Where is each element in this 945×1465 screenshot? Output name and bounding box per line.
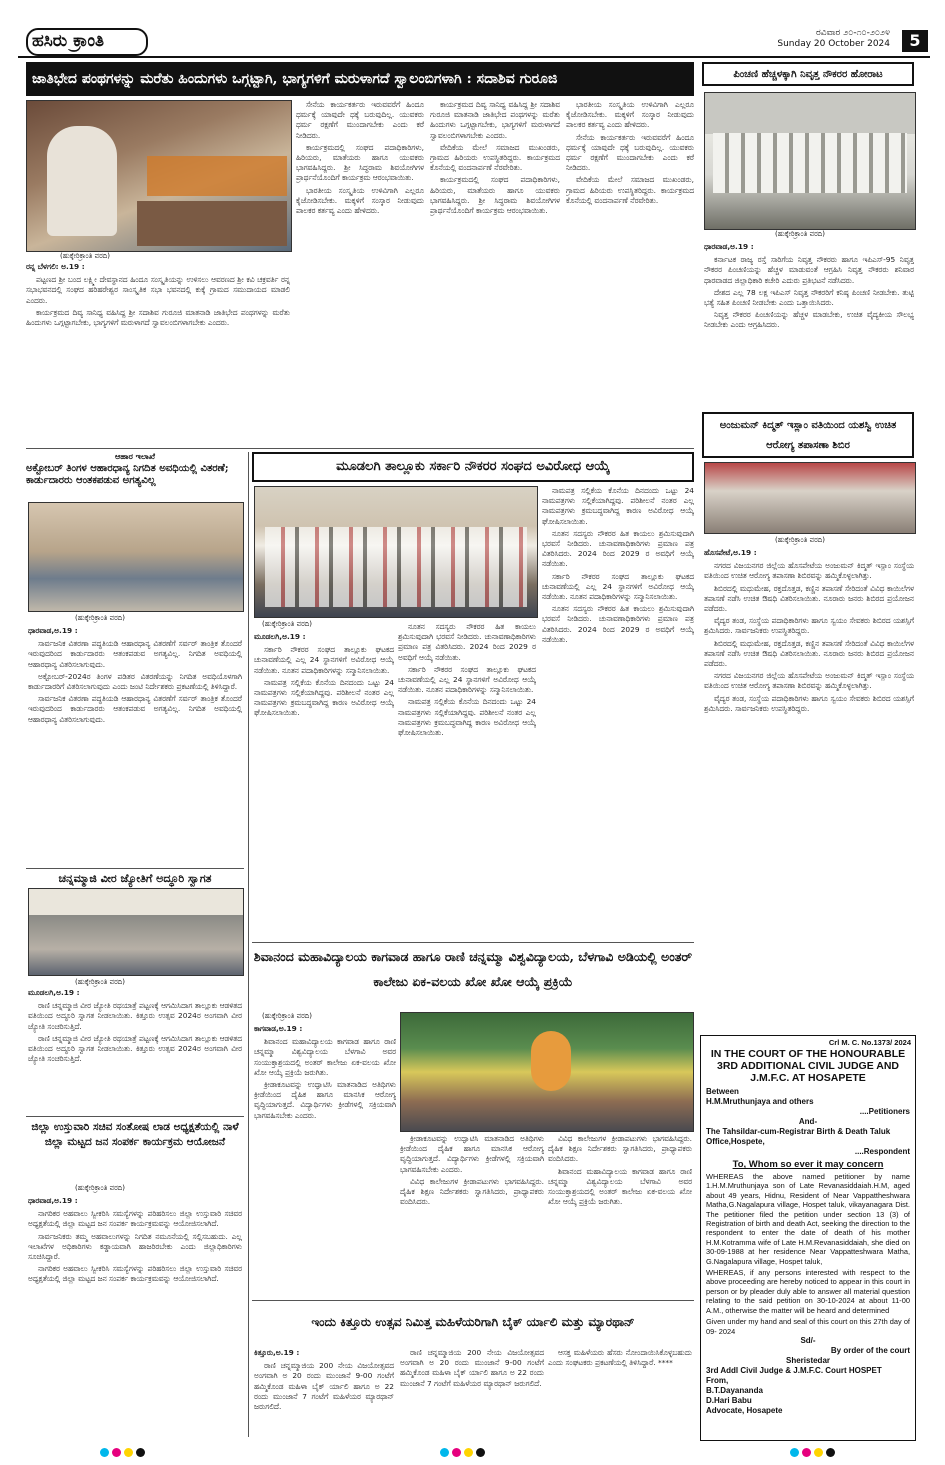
reg-dot <box>112 1448 121 1457</box>
kittur-para: ರಾಣಿ ಚನ್ನಮ್ಮಾಜಿಯ 200 ನೇಯ ವಿಜಯೋತ್ಸವದ ಅಂಗವಾಗಿ ಅ 20 ರಂದು ಮುಂಜಾನೆ 9-00 ಗಂಟೆಗೆ ಹಮ್ಮಿಕೊಂಡ ಮಹಿಳಾ ಬೈಕ್ ರ್ಯಾಲಿ ಹಾಗೂ ಅ 22 ರಂದು ಮುಂಜಾನೆ 7 ಗಂಟೆಗೆ ಮಹಿಳೆಯರ ಮ್ಯಾರಥಾನ್ ಜರುಗಲಿದೆ. <box>400 1348 544 1388</box>
sheristedar: Sheristedar <box>785 1355 831 1365</box>
ration-para: ಅಕ್ಟೋಬರ್-2024ರ ತಿಂಗಳ ಪಡಿತರ ವಿತರಣೆಯನ್ನು ನಿಗದಿತ ಅವಧಿಯೊಳಗಾಗಿ ಕಾರ್ಡುದಾರರಿಗೆ ವಿತರಿಸಲಾಗುವುದು ಎಂದು ಜಂಟಿ ನಿರ್ದೇಶಕರು ಪ್ರಕಟಣೆಯಲ್ಲಿ ತಿಳಿಸಿದ್ದಾರೆ. <box>28 671 242 692</box>
employees-para: ನೂತನ ಸದಸ್ಯರು ನೌಕರರ ಹಿತ ಕಾಯಲು ಶ್ರಮಿಸುವುದಾಗಿ ಭರವಸೆ ನೀಡಿದರು. ಚುನಾವಣಾಧಿಕಾರಿಗಳು ಪ್ರಮಾಣ ಪತ್ರ ವಿತರಿಸಿದರು. 2024 ರಿಂದ 2029 ರ ಅವಧಿಗೆ ಆಯ್ಕೆ ನಡೆಯಿತು. <box>542 528 694 569</box>
reg-dot <box>440 1448 449 1457</box>
employees-photo <box>254 486 538 618</box>
employees-col-3 <box>542 486 694 940</box>
pension-para: ಕರ್ನಾಟಕ ರಾಜ್ಯ ರಸ್ತೆ ಸಾರಿಗೆಯ ನಿವೃತ್ತ ನೌಕರರು ಹಾಗೂ ಇಪಿಎಸ್-95 ನಿವೃತ್ತ ನೌಕರರ ಪಿಂಚಣಿಯನ್ನು ಹೆಚ್ಚಳ ಮಾಡುವಂತೆ ಆಗ್ರಹಿಸಿ ನಿವೃತ್ತ ನೌಕರರು ಶನಿವಾರ ಧಾರವಾಡದ ಜಿಲ್ಲಾಧಿಕಾರಿ ಕಚೇರಿ ಎದುರು ಪ್ರತಿಭಟನೆ ನಡೆಸಿದರು. <box>704 255 914 285</box>
chennamma-headline: ಚನ್ನಮ್ಮಾಜಿ ವೀರ ಜ್ಯೋತಿಗೆ ಅದ್ಧೂರಿ ಸ್ವಾಗತ <box>58 872 212 885</box>
pension-dateline: ಧಾರವಾಡ,ಅ.19 : <box>704 242 754 251</box>
date-kannada: ರವಿವಾರ ೨೦-೧೦-೨೦೨೪ <box>816 28 890 38</box>
section-divider <box>252 942 694 943</box>
reg-dot <box>452 1448 461 1457</box>
section-divider <box>26 1116 244 1117</box>
kho-photo <box>400 1012 694 1132</box>
employees-para: ನಾಮಪತ್ರ ಸಲ್ಲಿಕೆಯ ಕೊನೆಯ ದಿನದಂದು ಒಟ್ಟು 24 ನಾಮಪತ್ರಗಳು ಸಲ್ಲಿಕೆಯಾಗಿದ್ದವು. ಪರಿಶೀಲನೆ ನಂತರ ಎಲ್ಲ ನಾಮಪತ್ರಗಳು ಕ್ರಮಬದ್ಧವಾಗಿದ್ದ ಕಾರಣ ಅವಿರೋಧ ಆಯ್ಕೆ ಘೋಷಿಸಲಾಯಿತು. <box>398 697 536 738</box>
advocate-place: Advocate, Hosapete <box>706 1405 783 1415</box>
lead-headline: ಜಾತಿಭೇದ ಪಂಥಗಳನ್ನು ಮರೆತು ಹಿಂದುಗಳು ಒಗ್ಗಟ್ಟಾಗಿ, ಭಾಗ್ಯಗಳಿಗೆ ಮರುಳಾಗದೆ ಸ್ವಾಲಂಬಿಗಳಾಗಿ : ಸದಾಶಿವ ಗುರೂಜಿ <box>26 62 694 96</box>
kittur-headline: ಇಂದು ಕಿತ್ತೂರು ಉತ್ಸವ ನಿಮಿತ್ತ ಮಹಿಳೆಯರಿಗಾಗಿ ಬೈಕ್ ರ್ಯಾಲಿ ಮತ್ತು ಮ್ಯಾರಥಾನ್ <box>311 1315 635 1329</box>
camp-para: ನಗರದ ವಿಜಯನಗರ ಜಿಲ್ಲೆಯ ಹೊಸಪೇಟೆಯ ಅಂಜುಮನ್ ಕಿದ್ಮತ್ ಇಸ್ಲಾಂ ಸಂಸ್ಥೆಯ ವತಿಯಿಂದ ಉಚಿತ ಆರೋಗ್ಯ ತಪಾಸಣಾ ಶಿಬಿರವನ್ನು ಹಮ್ಮಿಕೊಳ್ಳಲಾಗಿತ್ತು. <box>704 671 914 691</box>
lead-col-2 <box>296 100 424 440</box>
paper-name: ಹಸಿರು ಕ್ರಾಂತಿ <box>32 31 105 51</box>
chennamma-para: ರಾಣಿ ಚನ್ನಮ್ಮಾಜಿ ವೀರ ಜ್ಯೋತಿ ರಥಯಾತ್ರೆ ಪಟ್ಟಣಕ್ಕೆ ಆಗಮಿಸಿದಾಗ ತಾಲ್ಲೂಕು ಆಡಳಿತದ ವತಿಯಿಂದ ಅದ್ಧೂರಿ ಸ್ವಾಗತ ನೀಡಲಾಯಿತು. ಕಿತ್ತೂರು ಉತ್ಸವ 2024ರ ಅಂಗವಾಗಿ ವೀರ ಜ್ಯೋತಿ ಸಂಚರಿಸುತ್ತಿದೆ. <box>28 1001 242 1031</box>
employees-para: ನಾಮಪತ್ರ ಸಲ್ಲಿಕೆಯ ಕೊನೆಯ ದಿನದಂದು ಒಟ್ಟು 24 ನಾಮಪತ್ರಗಳು ಸಲ್ಲಿಕೆಯಾಗಿದ್ದವು. ಪರಿಶೀಲನೆ ನಂತರ ಎಲ್ಲ ನಾಮಪತ್ರಗಳು ಕ್ರಮಬದ್ಧವಾಗಿದ್ದ ಕಾರಣ ಅವಿರೋಧ ಆಯ್ಕೆ ಘೋಷಿಸಲಾಯಿತು. <box>542 486 694 526</box>
to-whom-heading: To, Whom so ever it may concern <box>732 1159 884 1170</box>
camp-para: ವೈದ್ಯರ ತಂಡ, ಸಂಸ್ಥೆಯ ಪದಾಧಿಕಾರಿಗಳು ಹಾಗೂ ಸ್ವಯಂ ಸೇವಕರು ಶಿಬಿರದ ಯಶಸ್ಸಿಗೆ ಶ್ರಮಿಸಿದರು. ಸಾರ್ವಜನಿಕರು ಉಪಸ್ಥಿತರಿದ್ದರು. <box>704 693 914 713</box>
chennamma-para: ರಾಣಿ ಚನ್ನಮ್ಮಾಜಿ ವೀರ ಜ್ಯೋತಿ ರಥಯಾತ್ರೆ ಪಟ್ಟಣಕ್ಕೆ ಆಗಮಿಸಿದಾಗ ತಾಲ್ಲೂಕು ಆಡಳಿತದ ವತಿಯಿಂದ ಅದ್ಧೂರಿ ಸ್ವಾಗತ ನೀಡಲಾಯಿತು. ಕಿತ್ತೂರು ಉತ್ಸವ 2024ರ ಅಂಗವಾಗಿ ವೀರ ಜ್ಯೋತಿ ಸಂಚರಿಸುತ್ತಿದೆ. <box>28 1033 242 1064</box>
section-divider <box>26 448 694 449</box>
ration-body <box>28 626 242 866</box>
lead-para: ಸೇನೆಯ ಕಾರ್ಯಕರ್ತರು ಇರುವವರೆಗೆ ಹಿಂದೂ ಧರ್ಮಕ್ಕೆ ಯಾವುದೇ ಧಕ್ಕೆ ಬರುವುದಿಲ್ಲ. ಯುವಕರು ಧರ್ಮ ರಕ್ಷಣೆಗೆ ಮುಂದಾಗಬೇಕು ಎಂದು ಕರೆ ನೀಡಿದರು. <box>296 100 424 140</box>
lead-col-3 <box>430 100 560 440</box>
lead-para: ಕಾರ್ಯಕ್ರಮದಲ್ಲಿ ಸಂಘದ ಪದಾಧಿಕಾರಿಗಳು, ಹಿರಿಯರು, ಮಾತೆಯರು ಹಾಗೂ ಯುವಕರು ಭಾಗವಹಿಸಿದ್ದರು. ಶ್ರೀ ಸಿದ್ಧರಾಮ ಶಿವಯೋಗಿಗಳ ಪ್ರಾರ್ಥನೆಯೊಂದಿಗೆ ಕಾರ್ಯಕ್ರಮ ಆರಂಭವಾಯಿತು. <box>296 142 424 183</box>
lead-photo <box>26 100 292 252</box>
camp-para: ವೈದ್ಯರ ತಂಡ, ಸಂಸ್ಥೆಯ ಪದಾಧಿಕಾರಿಗಳು ಹಾಗೂ ಸ್ವಯಂ ಸೇವಕರು ಶಿಬಿರದ ಯಶಸ್ಸಿಗೆ ಶ್ರಮಿಸಿದರು. ಸಾರ್ವಜನಿಕರು ಉಪಸ್ಥಿತರಿದ್ದರು. <box>704 616 914 636</box>
kittur-dateline: ಕಿತ್ತೂರು,ಅ.19 : <box>254 1348 300 1357</box>
page-number: 5 <box>902 30 928 52</box>
employees-para: ನೂತನ ಸದಸ್ಯರು ನೌಕರರ ಹಿತ ಕಾಯಲು ಶ್ರಮಿಸುವುದಾಗಿ ಭರವಸೆ ನೀಡಿದರು. ಚುನಾವಣಾಧಿಕಾರಿಗಳು ಪ್ರಮಾಣ ಪತ್ರ ವಿತರಿಸಿದರು. 2024 ರಿಂದ 2029 ರ ಅವಧಿಗೆ ಆಯ್ಕೆ ನಡೆಯಿತು. <box>398 622 536 662</box>
reg-dot <box>100 1448 109 1457</box>
pension-body <box>704 242 914 410</box>
lead-para: ಸೇನೆಯ ಕಾರ್ಯಕರ್ತರು ಇರುವವರೆಗೆ ಹಿಂದೂ ಧರ್ಮಕ್ಕೆ ಯಾವುದೇ ಧಕ್ಕೆ ಬರುವುದಿಲ್ಲ. ಯುವಕರು ಧರ್ಮ ರಕ್ಷಣೆಗೆ ಮುಂದಾಗಬೇಕು ಎಂದು ಕರೆ ನೀಡಿದರು. <box>566 132 694 173</box>
court-notice <box>700 1035 916 1441</box>
kho-para: ವಿವಿಧ ಕಾಲೇಜುಗಳ ಕ್ರೀಡಾಪಟುಗಳು ಭಾಗವಹಿಸಿದ್ದರು. ದೈಹಿಕ ಶಿಕ್ಷಣ ನಿರ್ದೇಶಕರು ಸ್ವಾಗತಿಸಿದರು, ಪ್ರಾಧ್ಯಾಪಕರು ವಂದಿಸಿದರು. <box>400 1176 544 1207</box>
district-para: ನಾಗರಿಕರ ಅಹವಾಲು ಸ್ವೀಕರಿಸಿ ಸಮಸ್ಯೆಗಳನ್ನು ಪರಿಹರಿಸಲು ಜಿಲ್ಲಾ ಉಸ್ತುವಾರಿ ಸಚಿವರ ಅಧ್ಯಕ್ಷತೆಯಲ್ಲಿ ಜಿಲ್ಲಾ ಮಟ್ಟದ ಜನ ಸಂಪರ್ಕ ಕಾರ್ಯಕ್ರಮವನ್ನು ಆಯೋಜಿಸಲಾಗಿದೆ. <box>28 1209 242 1229</box>
petitioners-label: ....Petitioners <box>859 1107 910 1116</box>
advocate-name-1: B.T.Dayananda <box>706 1385 763 1395</box>
column-divider <box>248 452 249 1437</box>
notice-paragraph-1: WHEREAS the above named petitioner by name 1.H.M.Mruthunjaya son of Late Revanasiddaiah.H.M, aged about 49 years, Hidnu, Resident of Near Vappattheshwara Matha,G.Nagalapura village, Hospet taluk, vikayanagara Dist. The petitioner filed the petition under section 13 (3) of Registration of birth and death Act, seeking the direction to the respondent to enter the date of death of his mother H.M.Kotramma wife of Late H.M.Revanasiddaiah, she died on 30-09-1988 at her residence Near Vappatteshwara Matha, G.Nagalapura village, Hospet taluk, <box>706 1172 910 1266</box>
ration-para: ಸಾರ್ವಜನಿಕ ವಿತರಣಾ ಪದ್ಧತಿಯಡಿ ಆಹಾರಧಾನ್ಯ ವಿತರಣೆಗೆ ಸರ್ವರ್ ತಾಂತ್ರಿಕ ತೊಂದರೆ ಇರುವುದರಿಂದ ಕಾರ್ಡುದಾರರು ಆತಂಕಪಡುವ ಅಗತ್ಯವಿಲ್ಲ. ನಿಗದಿತ ಅವಧಿಯಲ್ಲಿ ಆಹಾರಧಾನ್ಯ ವಿತರಿಸಲಾಗುವುದು. <box>28 694 242 724</box>
employees-para: ಸರ್ಕಾರಿ ನೌಕರರ ಸಂಘದ ತಾಲ್ಲೂಕು ಘಟಕದ ಚುನಾವಣೆಯಲ್ಲಿ ಎಲ್ಲ 24 ಸ್ಥಾನಗಳಿಗೆ ಅವಿರೋಧ ಆಯ್ಕೆ ನಡೆಯಿತು. ನೂತನ ಪದಾಧಿಕಾರಿಗಳನ್ನು ಸನ್ಮಾನಿಸಲಾಯಿತು. <box>542 571 694 602</box>
chennamma-photo-caption: (ಹುಕ್ಕೇರಿಕ್ರಾಂತಿ ವರದಿ) <box>75 978 126 986</box>
kho-para: ಶಿವಾನಂದ ಮಹಾವಿದ್ಯಾಲಯ ಕಾಗವಾಡ ಹಾಗೂ ರಾಣಿ ಚನ್ನಮ್ಮಾ ವಿಶ್ವವಿದ್ಯಾಲಯ ಬೆಳಗಾವಿ ಅವರ ಸಂಯುಕ್ತಾಶ್ರಯದಲ್ಲಿ ಅಂತರ್ ಕಾಲೇಜು ಏಕ-ವಲಯ ಖೋ ಖೋ ಆಯ್ಕೆ ಪ್ರಕ್ರಿಯೆ ಜರುಗಿತು. <box>254 1037 396 1077</box>
kittur-para: ಆಸಕ್ತ ಮಹಿಳೆಯರು ಹೆಸರು ನೋಂದಾಯಿಸಿಕೊಳ್ಳಬಹುದು ಎಂದು ಸಂಘಟಕರು ಪ್ರಕಟಣೆಯಲ್ಲಿ ತಿಳಿಸಿದ್ದಾರೆ. **** <box>548 1348 692 1368</box>
lead-para: ಭಾರತೀಯ ಸಂಸ್ಕೃತಿಯ ಉಳಿವಿಗಾಗಿ ಎಲ್ಲರೂ ಕೈಜೋಡಿಸಬೇಕು. ಮಕ್ಕಳಿಗೆ ಸಂಸ್ಕಾರ ನೀಡುವುದು ಪಾಲಕರ ಕರ್ತವ್ಯ ಎಂದು ಹೇಳಿದರು. <box>296 185 424 216</box>
camp-photo <box>704 462 916 534</box>
kho-para: ಕ್ರೀಡಾಕೂಟವನ್ನು ಉದ್ಘಾಟಿಸಿ ಮಾತನಾಡಿದ ಅತಿಥಿಗಳು ಕ್ರೀಡೆಯಿಂದ ದೈಹಿಕ ಹಾಗೂ ಮಾನಸಿಕ ಆರೋಗ್ಯ ವೃದ್ಧಿಯಾಗುತ್ತದೆ. ವಿದ್ಯಾರ್ಥಿಗಳು ಕ್ರೀಡೆಗಳಲ್ಲಿ ಸಕ್ರಿಯವಾಗಿ ಭಾಗವಹಿಸಬೇಕು ಎಂದರು. <box>400 1134 544 1174</box>
employees-para: ನೂತನ ಸದಸ್ಯರು ನೌಕರರ ಹಿತ ಕಾಯಲು ಶ್ರಮಿಸುವುದಾಗಿ ಭರವಸೆ ನೀಡಿದರು. ಚುನಾವಣಾಧಿಕಾರಿಗಳು ಪ್ರಮಾಣ ಪತ್ರ ವಿತರಿಸಿದರು. 2024 ರಿಂದ 2029 ರ ಅವಧಿಗೆ ಆಯ್ಕೆ ನಡೆಯಿತು. <box>542 604 694 644</box>
reg-dot <box>826 1448 835 1457</box>
stage-banner <box>147 156 287 196</box>
kittur-col-2 <box>400 1348 544 1436</box>
camp-para: ಶಿಬಿರದಲ್ಲಿ ಮಧುಮೇಹ, ರಕ್ತದೊತ್ತಡ, ಕಣ್ಣಿನ ತಪಾಸಣೆ ಸೇರಿದಂತೆ ವಿವಿಧ ಕಾಯಿಲೆಗಳ ತಪಾಸಣೆ ನಡೆಸಿ ಉಚಿತ ಔಷಧಿ ವಿತರಿಸಲಾಯಿತು. ನೂರಾರು ಜನರು ಶಿಬಿರದ ಪ್ರಯೋಜನ ಪಡೆದರು. <box>704 638 914 669</box>
registration-marks-left <box>100 1448 145 1457</box>
by-order: By order of the court <box>830 1345 910 1355</box>
ration-para: ಸಾರ್ವಜನಿಕ ವಿತರಣಾ ಪದ್ಧತಿಯಡಿ ಆಹಾರಧಾನ್ಯ ವಿತರಣೆಗೆ ಸರ್ವರ್ ತಾಂತ್ರಿಕ ತೊಂದರೆ ಇರುವುದರಿಂದ ಕಾರ್ಡುದಾರರು ಆತಂಕಪಡುವ ಅಗತ್ಯವಿಲ್ಲ. ನಿಗದಿತ ಅವಧಿಯಲ್ಲಿ ಆಹಾರಧಾನ್ಯ ವಿತರಿಸಲಾಗುವುದು. <box>28 639 242 669</box>
kittur-col-3 <box>548 1348 692 1436</box>
section-divider <box>252 1300 694 1301</box>
lead-photo-caption: (ಹುಕ್ಕೇರಿಕ್ರಾಂತಿ ವರದಿ) <box>60 252 111 260</box>
from-label: From, <box>706 1375 729 1385</box>
ration-kicker: ಆಹಾರ ಇಲಾಖೆ <box>114 452 156 461</box>
camp-dateline: ಹೊಸಪೇಟೆ,ಅ.19 : <box>704 548 757 557</box>
lead-col-1 <box>26 262 290 440</box>
lead-col-4 <box>566 100 694 440</box>
camp-headline: ಅಂಜುಮನ್ ಕಿದ್ಮತ್ ಇಸ್ಲಾಂ ವತಿಯಿಂದ ಯಶಸ್ವಿ ಉಚಿತ ಆರೋಗ್ಯ ತಪಾಸಣಾ ಶಿಬಿರ <box>702 412 914 458</box>
registration-marks-center <box>440 1448 485 1457</box>
employees-para: ಸರ್ಕಾರಿ ನೌಕರರ ಸಂಘದ ತಾಲ್ಲೂಕು ಘಟಕದ ಚುನಾವಣೆಯಲ್ಲಿ ಎಲ್ಲ 24 ಸ್ಥಾನಗಳಿಗೆ ಅವಿರೋಧ ಆಯ್ಕೆ ನಡೆಯಿತು. ನೂತನ ಪದಾಧಿಕಾರಿಗಳನ್ನು ಸನ್ಮಾನಿಸಲಾಯಿತು. <box>398 664 536 695</box>
camp-para: ನಗರದ ವಿಜಯನಗರ ಜಿಲ್ಲೆಯ ಹೊಸಪೇಟೆಯ ಅಂಜುಮನ್ ಕಿದ್ಮತ್ ಇಸ್ಲಾಂ ಸಂಸ್ಥೆಯ ವತಿಯಿಂದ ಉಚಿತ ಆರೋಗ್ಯ ತಪಾಸಣಾ ಶಿಬಿರವನ್ನು ಹಮ್ಮಿಕೊಳ್ಳಲಾಗಿತ್ತು. <box>704 561 914 581</box>
ration-dateline: ಧಾರವಾಡ,ಅ.19 : <box>28 626 78 635</box>
employees-para: ಸರ್ಕಾರಿ ನೌಕರರ ಸಂಘದ ತಾಲ್ಲೂಕು ಘಟಕದ ಚುನಾವಣೆಯಲ್ಲಿ ಎಲ್ಲ 24 ಸ್ಥಾನಗಳಿಗೆ ಅವಿರೋಧ ಆಯ್ಕೆ ನಡೆಯಿತು. ನೂತನ ಪದಾಧಿಕಾರಿಗಳನ್ನು ಸನ್ಮಾನಿಸಲಾಯಿತು. <box>254 645 394 675</box>
kho-col-3 <box>548 1134 692 1296</box>
employees-col-2 <box>398 622 536 940</box>
court-title: IN THE COURT OF THE HONOURABLE 3RD ADDITIONAL CIVIL JUDGE AND J.M.F.C. AT HOSAPETE <box>710 1048 906 1084</box>
and-label: And- <box>798 1117 818 1126</box>
reg-dot <box>124 1448 133 1457</box>
ration-photo <box>28 502 244 612</box>
reg-dot <box>814 1448 823 1457</box>
district-report-credit: (ಹುಕ್ಕೇರಿಕ್ರಾಂತಿ ವರದಿ) <box>75 1184 126 1192</box>
lead-dateline: ರನ್ನ ಬೆಳಗಲಿ: ಅ.19 : <box>26 262 85 271</box>
camp-body <box>704 548 914 1030</box>
camp-para: ಶಿಬಿರದಲ್ಲಿ ಮಧುಮೇಹ, ರಕ್ತದೊತ್ತಡ, ಕಣ್ಣಿನ ತಪಾಸಣೆ ಸೇರಿದಂತೆ ವಿವಿಧ ಕಾಯಿಲೆಗಳ ತಪಾಸಣೆ ನಡೆಸಿ ಉಚಿತ ಔಷಧಿ ವಿತರಿಸಲಾಯಿತು. ನೂರಾರು ಜನರು ಶಿಬಿರದ ಪ್ರಯೋಜನ ಪಡೆದರು. <box>704 583 914 614</box>
kho-dateline: ಕಾಗವಾಡ,ಅ.19 : <box>254 1024 303 1033</box>
employees-dateline: ಮೂಡಲಗಿ,ಅ.19 : <box>254 632 306 641</box>
kho-para: ಕ್ರೀಡಾಕೂಟವನ್ನು ಉದ್ಘಾಟಿಸಿ ಮಾತನಾಡಿದ ಅತಿಥಿಗಳು ಕ್ರೀಡೆಯಿಂದ ದೈಹಿಕ ಹಾಗೂ ಮಾನಸಿಕ ಆರೋಗ್ಯ ವೃದ್ಧಿಯಾಗುತ್ತದೆ. ವಿದ್ಯಾರ್ಥಿಗಳು ಕ್ರೀಡೆಗಳಲ್ಲಿ ಸಕ್ರಿಯವಾಗಿ ಭಾಗವಹಿಸಬೇಕು ಎಂದರು. <box>254 1080 396 1120</box>
lead-para: ಕಾರ್ಯಕ್ರಮದ ದಿವ್ಯ ಸಾನಿಧ್ಯ ವಹಿಸಿದ್ದ ಶ್ರೀ ಸದಾಶಿವ ಗುರೂಜಿ ಮಾತನಾಡಿ ಜಾತಿಭೇದ ಪಂಥಗಳನ್ನು ಮರೆತು ಹಿಂದುಗಳು ಒಗ್ಗಟ್ಟಾಗಬೇಕು, ಭಾಗ್ಯಗಳಿಗೆ ಮರುಳಾಗದೆ ಸ್ವಾವಲಂಬಿಗಳಾಗಬೇಕು ಎಂದರು. <box>430 100 560 140</box>
reg-dot <box>802 1448 811 1457</box>
reg-dot <box>790 1448 799 1457</box>
court-signatory: 3rd Addl Civil Judge & J.M.F.C. Court HOSPET <box>706 1365 882 1375</box>
employees-para: ನಾಮಪತ್ರ ಸಲ್ಲಿಕೆಯ ಕೊನೆಯ ದಿನದಂದು ಒಟ್ಟು 24 ನಾಮಪತ್ರಗಳು ಸಲ್ಲಿಕೆಯಾಗಿದ್ದವು. ಪರಿಶೀಲನೆ ನಂತರ ಎಲ್ಲ ನಾಮಪತ್ರಗಳು ಕ್ರಮಬದ್ಧವಾಗಿದ್ದ ಕಾರಣ ಅವಿರೋಧ ಆಯ್ಕೆ ಘೋಷಿಸಲಾಯಿತು. <box>254 677 394 718</box>
lead-para: ಕಾರ್ಯಕ್ರಮದ ದಿವ್ಯ ಸಾನಿಧ್ಯ ವಹಿಸಿದ್ದ ಶ್ರೀ ಸದಾಶಿವ ಗುರೂಜಿ ಮಾತನಾಡಿ ಜಾತಿಭೇದ ಪಂಥಗಳನ್ನು ಮರೆತು ಹಿಂದುಗಳು ಒಗ್ಗಟ್ಟಾಗಬೇಕು, ಭಾಗ್ಯಗಳಿಗೆ ಮರುಳಾಗದೆ ಸ್ವಾವಲಂಬಿಗಳಾಗಬೇಕು ಎಂದರು. <box>26 307 290 328</box>
district-headline: ಜಿಲ್ಲಾ ಉಸ್ತುವಾರಿ ಸಚಿವ ಸಂತೋಷ ಲಾಡ ಅಧ್ಯಕ್ಷತೆಯಲ್ಲಿ ನಾಳೆ ಜಿಲ್ಲಾ ಮಟ್ಟದ ಜನ ಸಂಪರ್ಕ ಕಾರ್ಯಕ್ರಮ ಆಯೋಜನೆ <box>31 1121 239 1148</box>
camp-photo-caption: (ಹುಕ್ಕೇರಿಕ್ರಾಂತಿ ವರದಿ) <box>775 536 826 544</box>
stage-banner <box>531 1031 571 1091</box>
kho-col-2 <box>400 1134 544 1296</box>
case-number: Crl M. C. No.1373/ 2024 <box>828 1038 911 1047</box>
registration-marks-right <box>790 1448 835 1457</box>
lead-para: ಭಾರತೀಯ ಸಂಸ್ಕೃತಿಯ ಉಳಿವಿಗಾಗಿ ಎಲ್ಲರೂ ಕೈಜೋಡಿಸಬೇಕು. ಮಕ್ಕಳಿಗೆ ಸಂಸ್ಕಾರ ನೀಡುವುದು ಪಾಲಕರ ಕರ್ತವ್ಯ ಎಂದು ಹೇಳಿದರು. <box>566 100 694 130</box>
employees-headline: ಮೂಡಲಗಿ ತಾಲ್ಲೂಕು ಸರ್ಕಾರಿ ನೌಕರರ ಸಂಘದ ಅವಿರೋಧ ಆಯ್ಕೆ <box>252 452 694 482</box>
pension-headline: ಪಿಂಚಣಿ ಹೆಚ್ಚಳಕ್ಕಾಗಿ ನಿವೃತ್ತ ನೌಕರರ ಹೋರಾಟ <box>702 62 914 86</box>
reg-dot <box>136 1448 145 1457</box>
date-english: Sunday 20 October 2024 <box>777 39 890 49</box>
petitioner-name: H.M.Mruthunjaya and others <box>706 1097 814 1106</box>
chennamma-body <box>28 988 242 1114</box>
lead-para: ಕಾರ್ಯಕ್ರಮದಲ್ಲಿ ಸಂಘದ ಪದಾಧಿಕಾರಿಗಳು, ಹಿರಿಯರು, ಮಾತೆಯರು ಹಾಗೂ ಯುವಕರು ಭಾಗವಹಿಸಿದ್ದರು. ಶ್ರೀ ಸಿದ್ಧರಾಮ ಶಿವಯೋಗಿಗಳ ಪ್ರಾರ್ಥನೆಯೊಂದಿಗೆ ಕಾರ್ಯಕ್ರಮ ಆರಂಭವಾಯಿತು. <box>430 175 560 216</box>
kho-report-credit: (ಹುಕ್ಕೇರಿಕ್ರಾಂತಿ ವರದಿ) <box>262 1012 313 1020</box>
lead-para: ವೇದಿಕೆಯ ಮೇಲೆ ಸಮಾಜದ ಮುಖಂಡರು, ಗ್ರಾಮದ ಹಿರಿಯರು ಉಪಸ್ಥಿತರಿದ್ದರು. ಕಾರ್ಯಕ್ರಮದ ಕೊನೆಯಲ್ಲಿ ವಂದನಾರ್ಪಣೆ ನೆರವೇರಿತು. <box>566 175 694 205</box>
district-para: ನಾಗರಿಕರ ಅಹವಾಲು ಸ್ವೀಕರಿಸಿ ಸಮಸ್ಯೆಗಳನ್ನು ಪರಿಹರಿಸಲು ಜಿಲ್ಲಾ ಉಸ್ತುವಾರಿ ಸಚಿವರ ಅಧ್ಯಕ್ಷತೆಯಲ್ಲಿ ಜಿಲ್ಲಾ ಮಟ್ಟದ ಜನ ಸಂಪರ್ಕ ಕಾರ್ಯಕ್ರಮವನ್ನು ಆಯೋಜಿಸಲಾಗಿದೆ. <box>28 1264 242 1284</box>
kho-para: ಶಿವಾನಂದ ಮಹಾವಿದ್ಯಾಲಯ ಕಾಗವಾಡ ಹಾಗೂ ರಾಣಿ ಚನ್ನಮ್ಮಾ ವಿಶ್ವವಿದ್ಯಾಲಯ ಬೆಳಗಾವಿ ಅವರ ಸಂಯುಕ್ತಾಶ್ರಯದಲ್ಲಿ ಅಂತರ್ ಕಾಲೇಜು ಏಕ-ವಲಯ ಖೋ ಖೋ ಆಯ್ಕೆ ಪ್ರಕ್ರಿಯೆ ಜರುಗಿತು. <box>548 1166 692 1207</box>
lead-para: ಪಟ್ಟಣದ ಶ್ರೀ ಬಂದ ಲಕ್ಷ್ಮೀ ದೇವಸ್ಥಾನದ ಹಿಂದೂ ಸಂಸ್ಕೃತಿಯನ್ನು ಉಳಿಸಲು ಆವರಣದ ಶ್ರೀ ಕವಿ ಚಕ್ರವರ್ತಿ ರನ್ನ ಸಭಾಭವನದಲ್ಲಿ ಸಂಘದ ಹರಿಹರೇಶ್ವರ ಸಾಂಸ್ಕೃತಿಕ ಸಭಾ ಭವನದಲ್ಲಿ ಕುಕ್ಕೆ ಗ್ರಾಮದ ಸಮುದಾಯದ ಮಾಡಲಿ ಎಂದರು. <box>26 275 290 305</box>
advocate-name-2: D.Hari Babu <box>706 1395 752 1405</box>
employees-photo-caption: (ಹುಕ್ಕೇರಿಕ್ರಾಂತಿ ವರದಿ) <box>262 620 313 628</box>
reg-dot <box>464 1448 473 1457</box>
audience <box>137 201 287 246</box>
ration-headline: ಅಕ್ಟೋಬರ್ ತಿಂಗಳ ಆಹಾರಧಾನ್ಯ ನಿಗದಿತ ಅವಧಿಯಲ್ಲಿ ವಿತರಣೆ; ಕಾರ್ಡುದಾರರು ಆಂತಕಪಡುವ ಅಗತ್ಯವಿಲ್ಲ <box>26 463 229 486</box>
pension-photo <box>704 92 916 230</box>
speaker-figure <box>47 126 117 236</box>
signature-mark: Sd/- <box>800 1335 816 1345</box>
masthead <box>18 28 930 58</box>
district-body <box>28 1196 242 1434</box>
notice-paragraph-2: WHEREAS, if any persons interested with respect to the above proceeding are hereby noticed to appear in this court in person or by pleader duly able to answer all material question relating to the said petition on 30-10-2024 at about 11-00 A.M., otherwise the matter will be heard and determined <box>706 1268 910 1315</box>
section-divider <box>26 868 244 869</box>
kho-para: ವಿವಿಧ ಕಾಲೇಜುಗಳ ಕ್ರೀಡಾಪಟುಗಳು ಭಾಗವಹಿಸಿದ್ದರು. ದೈಹಿಕ ಶಿಕ್ಷಣ ನಿರ್ದೇಶಕರು ಸ್ವಾಗತಿಸಿದರು, ಪ್ರಾಧ್ಯಾಪಕರು ವಂದಿಸಿದರು. <box>548 1134 692 1164</box>
between-label: Between <box>706 1087 739 1096</box>
respondent-name: The Tahsildar-cum-Registrar Birth & Death Taluk Office,Hospete, <box>706 1127 891 1146</box>
respondent-label: ....Respondent <box>854 1147 910 1156</box>
kittur-para: ರಾಣಿ ಚನ್ನಮ್ಮಾಜಿಯ 200 ನೇಯ ವಿಜಯೋತ್ಸವದ ಅಂಗವಾಗಿ ಅ 20 ರಂದು ಮುಂಜಾನೆ 9-00 ಗಂಟೆಗೆ ಹಮ್ಮಿಕೊಂಡ ಮಹಿಳಾ ಬೈಕ್ ರ್ಯಾಲಿ ಹಾಗೂ ಅ 22 ರಂದು ಮುಂಜಾನೆ 7 ಗಂಟೆಗೆ ಮಹಿಳೆಯರ ಮ್ಯಾರಥಾನ್ ಜರುಗಲಿದೆ. <box>254 1361 394 1412</box>
ration-photo-caption: (ಹುಕ್ಕೇರಿಕ್ರಾಂತಿ ವರದಿ) <box>75 614 126 622</box>
chennamma-dateline: ಮೂಡಲಗಿ,ಅ.19 : <box>28 988 80 997</box>
pension-para: ದೇಶದ ಎಲ್ಲ 78 ಲಕ್ಷ ಇಪಿಎಸ್ ನಿವೃತ್ತ ನೌಕರರಿಗೆ ಕನಿಷ್ಠ ಪಿಂಚಣಿ ನೀಡಬೇಕು. ತುಟ್ಟಿ ಭತ್ಯೆ ಸಹಿತ ಪಿಂಚಣಿ ನೀಡಬೇಕು ಎಂದು ಒತ್ತಾಯಿಸಿದರು. <box>704 287 914 308</box>
district-para: ಸಾರ್ವಜನಿಕರು ತಮ್ಮ ಅಹವಾಲುಗಳನ್ನು ನಿಗದಿತ ನಮೂನೆಯಲ್ಲಿ ಸಲ್ಲಿಸಬಹುದು. ಎಲ್ಲ ಇಲಾಖೆಗಳ ಅಧಿಕಾರಿಗಳು ಕಡ್ಡಾಯವಾಗಿ ಹಾಜರಿರಬೇಕು ಎಂದು ಜಿಲ್ಲಾಧಿಕಾರಿಗಳು ಸೂಚಿಸಿದ್ದಾರೆ. <box>28 1231 242 1262</box>
reg-dot <box>476 1448 485 1457</box>
lead-para: ವೇದಿಕೆಯ ಮೇಲೆ ಸಮಾಜದ ಮುಖಂಡರು, ಗ್ರಾಮದ ಹಿರಿಯರು ಉಪಸ್ಥಿತರಿದ್ದರು. ಕಾರ್ಯಕ್ರಮದ ಕೊನೆಯಲ್ಲಿ ವಂದನಾರ್ಪಣೆ ನೆರವೇರಿತು. <box>430 142 560 173</box>
district-dateline: ಧಾರವಾಡ,ಅ.19 : <box>28 1196 78 1205</box>
pension-photo-caption: (ಹುಕ್ಕೇರಿಕ್ರಾಂತಿ ವರದಿ) <box>775 230 826 238</box>
kho-col-1 <box>254 1024 396 1296</box>
pension-para: ನಿವೃತ್ತ ನೌಕರರ ಪಿಂಚಣಿಯನ್ನು ಹೆಚ್ಚಳ ಮಾಡಬೇಕು, ಉಚಿತ ವೈದ್ಯಕೀಯ ಸೌಲಭ್ಯ ನೀಡಬೇಕು ಎಂದು ಆಗ್ರಹಿಸಿದರು. <box>704 310 914 330</box>
kho-headline: ಶಿವಾನಂದ ಮಹಾವಿದ್ಯಾಲಯ ಕಾಗವಾಡ ಹಾಗೂ ರಾಣಿ ಚನ್ನಮ್ಮಾ ವಿಶ್ವವಿದ್ಯಾಲಯ, ಬೆಳಗಾವಿ ಅಡಿಯಲ್ಲಿ ಅಂತರ್ ಕಾಲೇಜು ಏಕ-ವಲಯ ಖೋ ಖೋ ಆಯ್ಕೆ ಪ್ರಕ್ರಿಯೆ <box>253 949 693 989</box>
protesters-row <box>713 133 907 193</box>
chennamma-photo <box>28 888 244 976</box>
notice-paragraph-3: Given under my hand and seal of this court on this 27th day of 09- 2024 <box>706 1317 910 1336</box>
kittur-col-1 <box>254 1348 394 1436</box>
group-of-people <box>265 527 527 607</box>
employees-col-1 <box>254 632 394 940</box>
